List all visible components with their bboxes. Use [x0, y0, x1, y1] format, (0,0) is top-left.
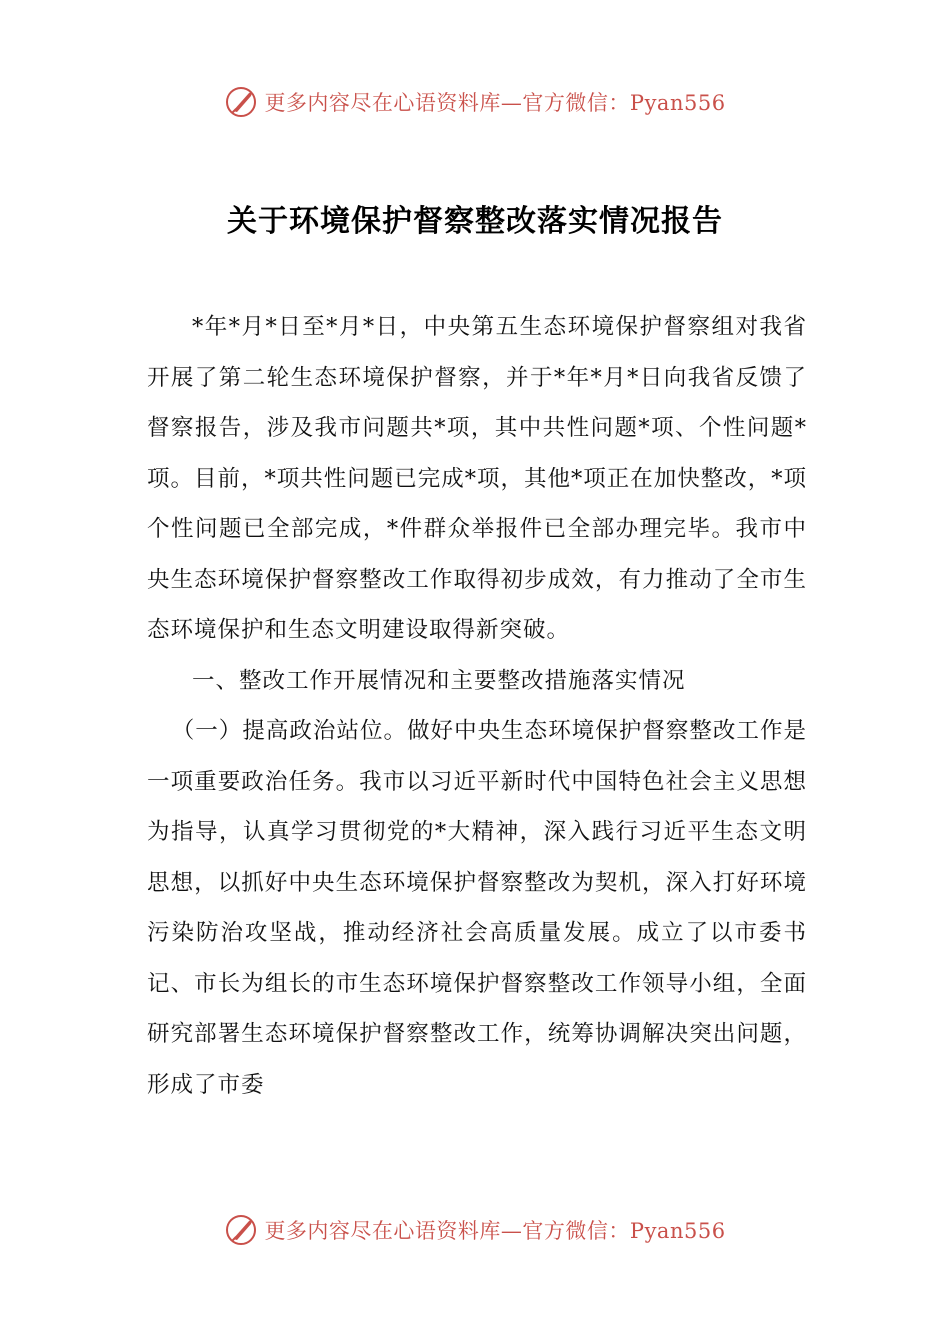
section-heading: 一、整改工作开展情况和主要整改措施落实情况: [192, 667, 686, 694]
document-title: 关于环境保护督察整改落实情况报告: [227, 204, 723, 240]
paragraph-intro: *年*月*日至*月*日，中央第五生态环境保护督察组对我省开展了第二轮生态环境保护督察，并于*年*月*日向我省反馈了督察报告，涉及我市问题共*项，其中共性问题*项、个性问题*项。目前，*项共性问题已完成*项，其他*项正在加快整改，*项个性问题已全部完成，*件群众举报件已全部办理完毕。我市中央生态环境保护督察整改工作取得初步成效，有力推动了全市生态环境保护和生态文明建设取得新突破。: [147, 314, 808, 643]
watermark-text: 更多内容尽在心语资料库—官方微信：Pyan556: [264, 91, 726, 115]
quill-pen-icon: [224, 1213, 258, 1247]
watermark-text: 更多内容尽在心语资料库—官方微信：Pyan556: [264, 1219, 726, 1243]
quill-pen-icon: [224, 85, 258, 119]
paragraph-political-stance: （一）提高政治站位。做好中央生态环境保护督察整改工作是一项重要政治任务。我市以习近平新时代中国特色社会主义思想为指导，认真学习贯彻党的*大精神，深入践行习近平生态文明思想，以抓好中央生态环境保护督察整改为契机，深入打好环境污染防治攻坚战，推动经济社会高质量发展。成立了以市委书记、市长为组长的市生态环境保护督察整改工作领导小组，全面研究部署生态环境保护督察整改工作，统筹协调解决突出问题，形成了市委: [147, 718, 807, 1098]
document-body: [147, 302, 807, 1110]
header-watermark: [0, 82, 950, 122]
footer-watermark: [0, 1210, 950, 1250]
